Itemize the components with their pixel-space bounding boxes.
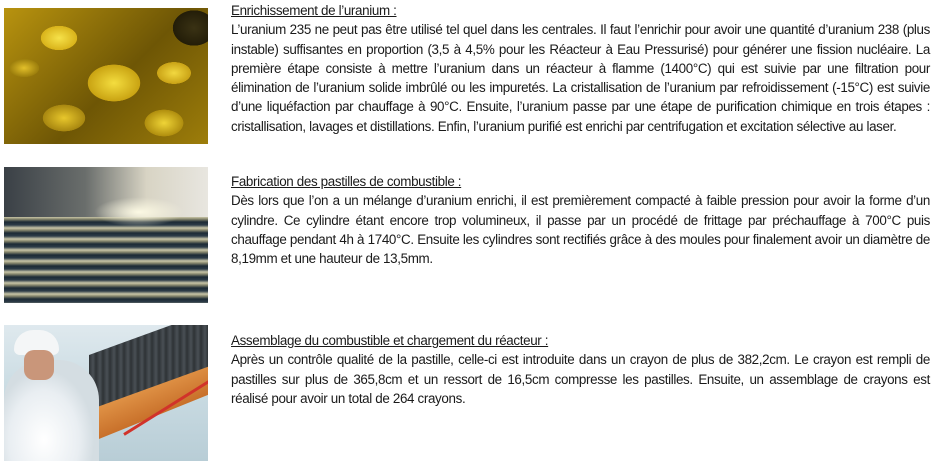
fuel-assembly-photo (4, 325, 208, 461)
section-fabrication-pastilles (231, 172, 930, 268)
section-body: Après un contrôle qualité de la pastille, celle-ci est introduite dans un crayon de plus de 382,2cm. Le crayon est rempli de pastilles sur plus de 365,8cm et un ressort de 16,5cm compresse les pastilles. Ensuite, un assemblage de crayons est réalisé pour avoir un total de 264 crayons. (231, 352, 930, 406)
section-title: Fabrication des pastilles de combustible : (231, 174, 462, 189)
uranium-yellowcake-photo (4, 8, 208, 144)
section-title: Enrichissement de l’uranium : (231, 3, 397, 18)
section-body: Dès lors que l’on a un mélange d’uranium enrichi, il est premièrement compacté à faible pression pour avoir la forme d’un cylindre. Ce cylindre étant encore trop volumineux, il passe par un procédé de frittage par préchauffage à 700°C puis chauffage pendant 4h à 1740°C. Ensuite les cylindres sont rectifiés grâce à des moules pour finalement avoir un diamètre de 8,19mm et une hauteur de 13,5mm. (231, 193, 930, 267)
section-body: L’uranium 235 ne peut pas être utilisé tel quel dans les centrales. Il faut l’enrichir pour avoir une quantité d’uranium 238 (plus instable) suffisantes en proportion (3,5 à 4,5% pour les Réacteur à Eau Pressurisé) pour générer une fission nucléaire. La première étape consiste à mettre l’uranium dans un réacteur à flamme (1400°C) qui est suivie par une filtration pour élimination de l’uranium solide imbrûlé ou les impuretés. La cristallisation de l’uranium par refroidissement (-15°C) est suivie d’une liquéfaction par chauffage à 90°C. Ensuite, l’uranium passe par une étape de purification chimique en trois étapes : cristallisation, lavages et distillations. Enfin, l’uranium purifié est enrichi par centrifugation et excitation sélective au laser. (231, 22, 930, 134)
section-enrichissement (231, 1, 930, 136)
fuel-pellets-photo (4, 167, 208, 303)
section-title: Assemblage du combustible et chargement du réacteur : (231, 333, 549, 348)
technician-face (24, 350, 54, 380)
light-glare (94, 197, 184, 227)
section-assemblage (231, 331, 930, 408)
